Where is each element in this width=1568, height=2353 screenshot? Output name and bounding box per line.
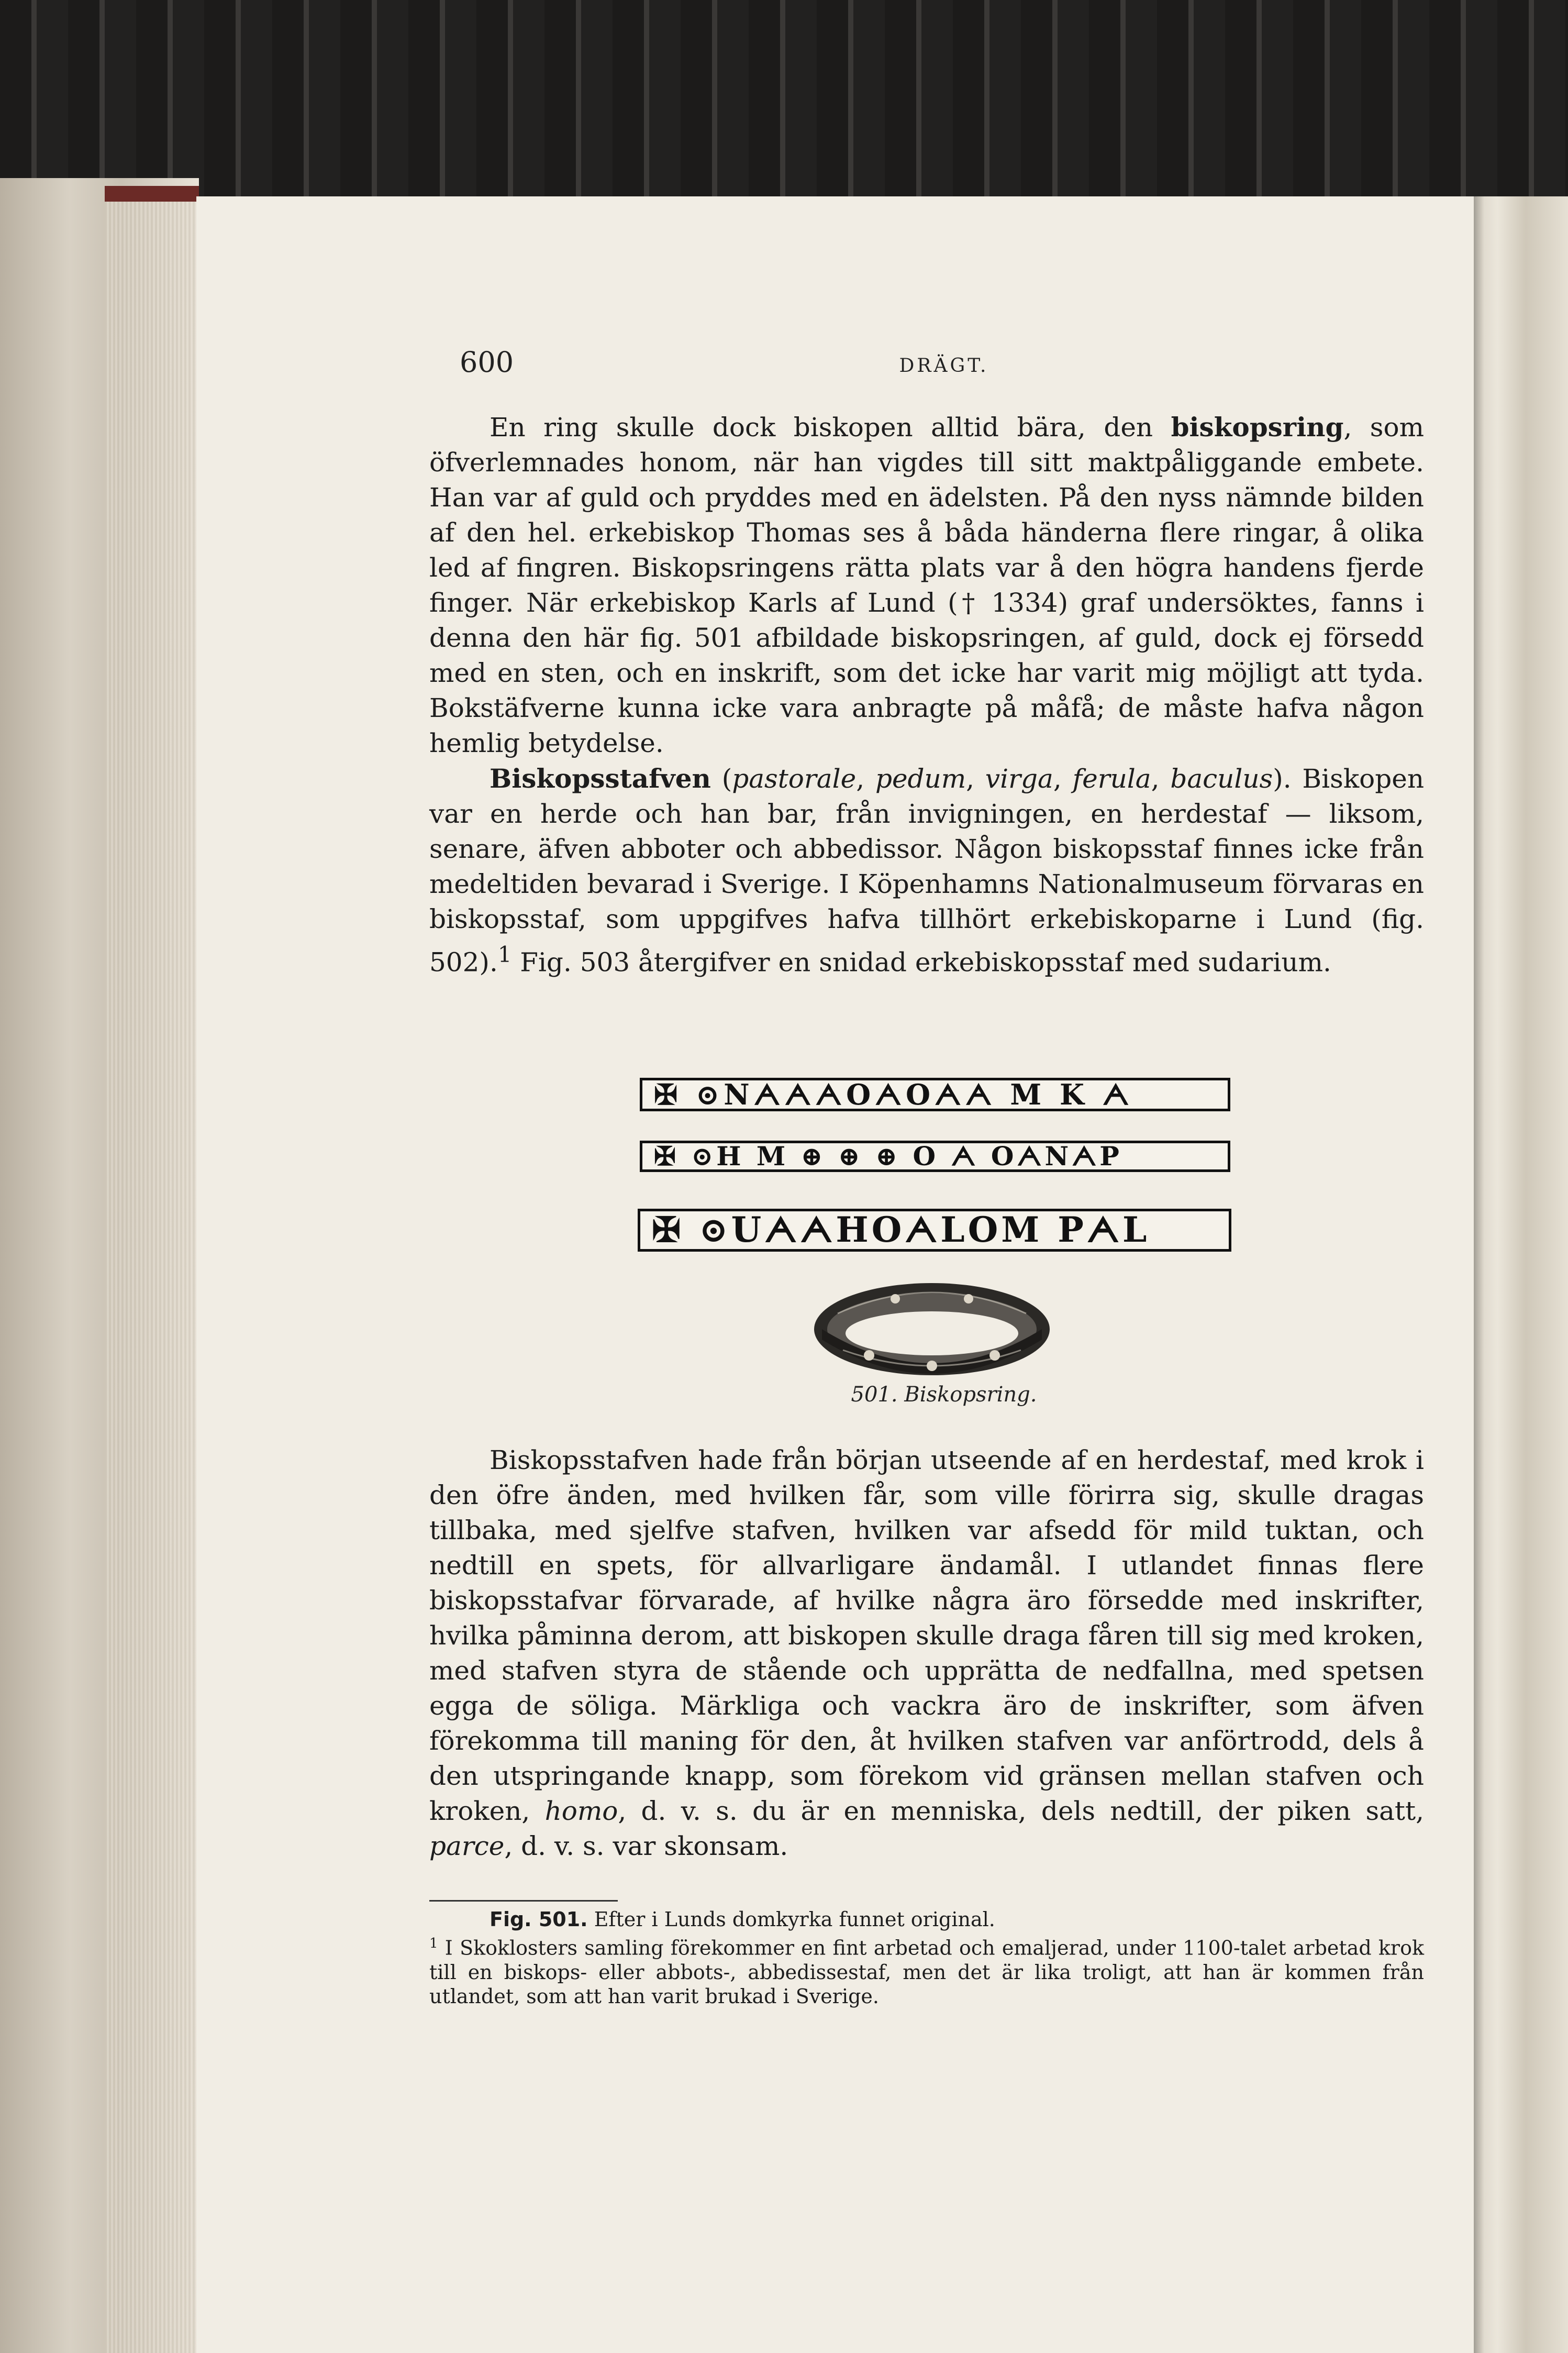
- page-header: [460, 346, 1428, 393]
- gutter-shadow: [1474, 196, 1484, 2353]
- footnotes: [429, 1907, 1424, 2008]
- footnote-rule: [429, 1900, 618, 1902]
- facing-page-edge: [1474, 196, 1568, 2353]
- text-run: ). Biskopen var en herde och han bar, från invigningen, en herdestaf — liksom, senare, äfven abboter och abbedissor. Någon biskopsstaf finnes icke från medeltiden bevarad i Sverige. I Köpenhamns Nationalmuseum förvaras en biskopsstaf, som uppgifves hafva tillhört erkebiskoparne i Lund (fig. 502).: [429, 764, 1425, 978]
- inscription-text-1: ✠ ⊙NᗅᗅᗅOᗅOᗅᗅ M K ᗅ: [654, 1077, 1133, 1111]
- text-run: , d. v. s. du är en menniska, dels nedtill, der piken satt,: [618, 1796, 1425, 1826]
- page-stack: [105, 189, 199, 2353]
- italic-term: virga: [985, 764, 1053, 794]
- text-run: ,: [1053, 764, 1073, 794]
- inscription-text-2: ✠ ⊙H M ⊕ ⊕ ⊕ O ᗅ OᗅNᗅP: [654, 1141, 1122, 1172]
- bishop-ring-illustration: [806, 1277, 1058, 1382]
- text-run: En ring skulle dock biskopen alltid bära, den: [490, 412, 1171, 443]
- text-run: Biskopsstafven hade från början utseende af en herdestaf, med krok i den öfre änden, med hvilken får, som ville förirra sig, skulle dragas tillbaka, med sjelfve stafven, hvilken var afsedd för mild tuktan, och nedtill en spets, för allvarligare ändamål. I utlandet finnas flere biskopsstafvar förvarade, af hvilke några äro försedde med inskrifter, hvilka påminna derom, att biskopen skulle draga fåren till sig med kroken, med stafven styra de stående och upprätta de nedfallna, med spetsen egga de söliga. Märkliga och vackra äro de inskrifter, som äfven förekomma till maning för den, åt hvilken stafven var anförtrodd, dels å den utspringande knapp, som förekom vid gränsen mellan stafven och kroken,: [429, 1445, 1424, 1826]
- footnote-1: [429, 1931, 1424, 2008]
- caption-number: 501.: [851, 1383, 898, 1407]
- body-text-bottom: [429, 1443, 1424, 1864]
- text-run: ,: [1151, 764, 1171, 794]
- footnote-ref: 1: [497, 942, 512, 967]
- ring-inscription-line-3: [638, 1209, 1231, 1252]
- caption-text: Biskopsring.: [904, 1383, 1037, 1407]
- scan-background-top: [0, 0, 1568, 199]
- text-run: Fig. 503 återgifver en snidad erkebiskopsstaf med sudarium.: [511, 947, 1331, 978]
- text-run: ,: [856, 764, 875, 794]
- figure-source-note: [429, 1907, 1424, 1931]
- bold-term: biskopsring: [1171, 412, 1344, 443]
- ring-inscription-line-2: [640, 1141, 1230, 1172]
- italic-term: parce: [429, 1831, 505, 1861]
- italic-term: ferula: [1072, 764, 1151, 794]
- inscription-text-3: ✠ ⊙UᗅᗅHOᗅLOM PᗅL: [652, 1209, 1150, 1250]
- footnote-text: I Skoklosters samling förekommer en fint arbetad och emaljerad, under 1100-talet arbetad krok till en biskops- eller abbots-, abbedissestaf, men det är lika troligt, att han är kommen från utlandet, som att han varit brukad i Sverige.: [429, 1936, 1424, 2008]
- text-run: ,: [966, 764, 985, 794]
- text-run: (: [710, 764, 732, 794]
- ring-inscription-line-1: [640, 1078, 1230, 1111]
- page-number: 600: [460, 346, 514, 379]
- body-text-top: [429, 410, 1424, 980]
- fig-source-text: Efter i Lunds domkyrka funnet original.: [587, 1908, 995, 1931]
- paragraph: [429, 761, 1424, 980]
- paragraph: [429, 1443, 1424, 1864]
- bold-term: Biskopsstafven: [490, 763, 711, 794]
- running-title: DRÄGT.: [899, 355, 989, 377]
- text-run: , som öfverlemnades honom, när han vigdes till sitt maktpåliggande embete. Han var af guld och pryddes med en ädelsten. På den nyss nämnde bilden af den hel. erkebiskop Thomas ses å båda händerna flere ringar, å olika led af fingren. Biskopsringens rätta plats var å den högra handens fjerde finger. När erkebiskop Karls af Lund († 1334) graf undersöktes, fanns i denna den här fig. 501 afbildade biskopsringen, af guld, dock ej försedd med en sten, och en inskrift, som det icke har varit mig möjligt att tyda. Bokstäfverne kunna icke vara anbragte på måfå; de måste hafva någon hemlig betydelse.: [429, 412, 1424, 758]
- italic-term: homo: [544, 1796, 618, 1826]
- book-cover-strip: [105, 186, 199, 202]
- italic-term: baculus: [1170, 764, 1273, 794]
- text-run: , d. v. s. var skonsam.: [504, 1831, 788, 1861]
- italic-term: pedum: [875, 764, 966, 794]
- fig-label: Fig. 501.: [490, 1908, 588, 1931]
- figure-caption: [460, 1383, 1428, 1407]
- footnote-marker: 1: [429, 1936, 438, 1951]
- italic-term: pastorale: [732, 764, 857, 794]
- paragraph: [429, 410, 1424, 761]
